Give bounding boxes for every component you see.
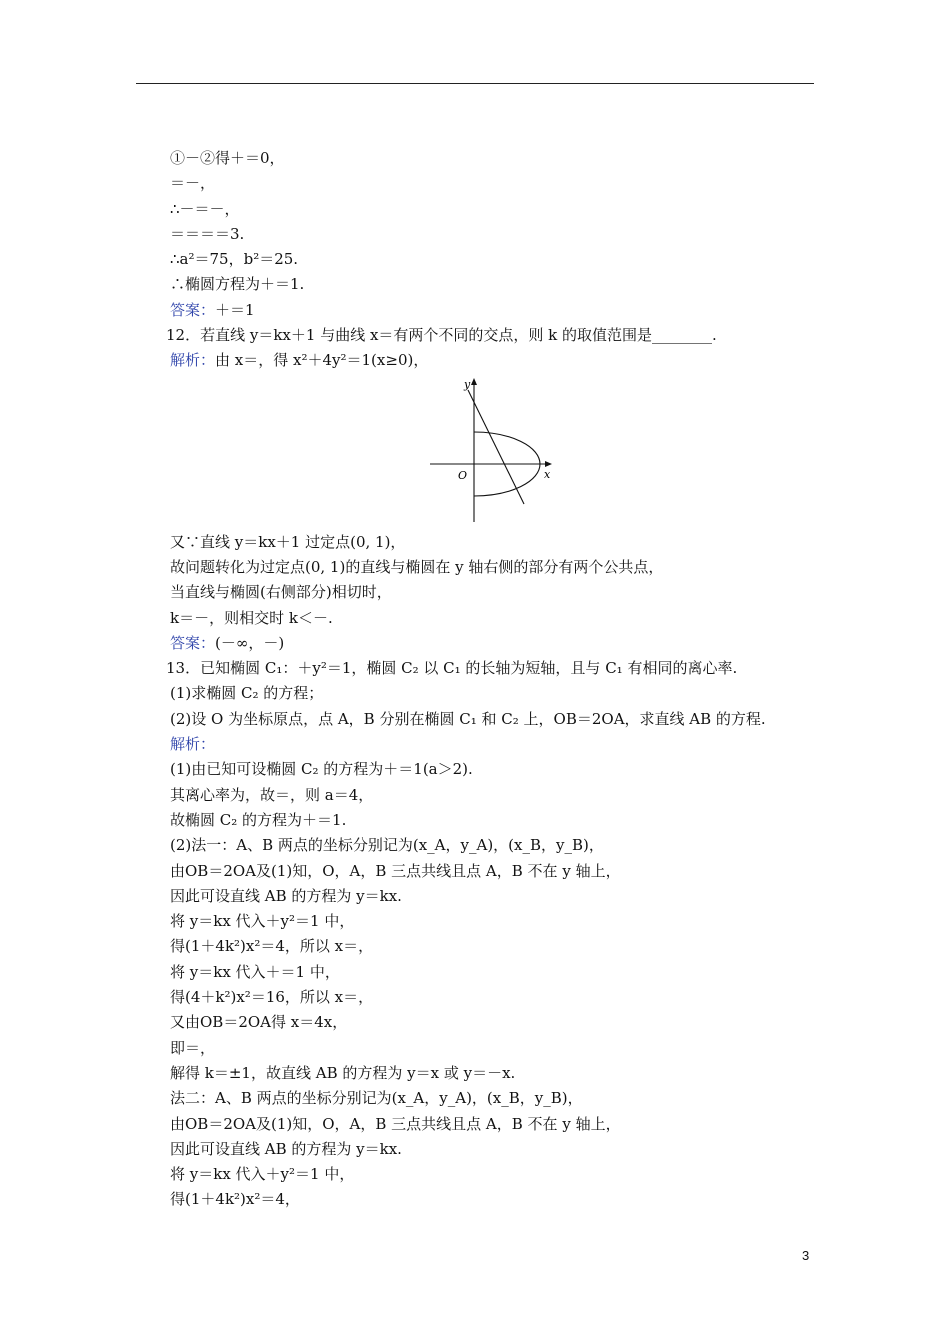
analysis-label: 解析： <box>170 735 216 754</box>
text-line: ＝＝＝＝3. <box>170 224 245 243</box>
y-axis-arrow <box>471 378 477 385</box>
question-13-part-2: (2)设 O 为坐标原点，点 A，B 分别在椭圆 C₁ 和 C₂ 上，OB＝2OA，求直线 AB 的方程. <box>170 709 766 728</box>
text-line: 由OB＝2OA及(1)知，O，A，B 三点共线且点 A，B 不在 y 轴上， <box>170 861 621 880</box>
text-line: ∴椭圆方程为＋＝1. <box>170 275 305 294</box>
text-line: 得(1＋4k²)x²＝4，所以 x＝， <box>170 937 374 956</box>
question-13: 13．已知椭圆 C₁：＋y²＝1，椭圆 C₂ 以 C₁ 的长轴为短轴，且与 C₁ 有相同的离心率. <box>166 659 738 678</box>
text-line: 得(1＋4k²)x²＝4， <box>170 1190 300 1209</box>
text-line: 因此可设直线 AB 的方程为 y＝kx. <box>170 1139 402 1158</box>
text-line: 法二：A、B 两点的坐标分别记为(x_A，y_A)，(x_B，y_B)， <box>170 1089 583 1108</box>
y-axis-label: y <box>464 377 471 391</box>
x-axis-label: x <box>544 467 551 481</box>
text-line: 得(4＋k²)x²＝16，所以 x＝， <box>170 988 374 1007</box>
analysis-text: 由 x＝，得 x²＋4y²＝1(x≥0)， <box>215 351 429 370</box>
answer-line <box>170 631 820 656</box>
text-line: 当直线与椭圆(右侧部分)相切时， <box>170 583 392 602</box>
text-line: 解得 k＝±1，故直线 AB 的方程为 y＝x 或 y＝－x. <box>170 1063 516 1082</box>
text-line: 即＝， <box>170 1038 216 1057</box>
ellipse-figure <box>170 376 820 524</box>
header-rule <box>136 83 814 84</box>
answer-label: 答案： <box>170 633 216 652</box>
answer-line <box>170 298 820 323</box>
answer-label: 答案： <box>170 300 216 319</box>
question-13-part-1: (1)求椭圆 C₂ 的方程； <box>170 684 324 703</box>
text-line: 又∵直线 y＝kx＋1 过定点(0, 1)， <box>170 532 406 551</box>
text-line: 其离心率为，故＝，则 a＝4， <box>170 785 374 804</box>
text-line: (2)法一：A、B 两点的坐标分别记为(x_A，y_A)，(x_B，y_B)， <box>170 836 604 855</box>
text-line: ①－②得＋＝0， <box>170 149 285 167</box>
text-line: 又由OB＝2OA得 x＝4x， <box>170 1013 348 1032</box>
ellipse-line-diagram <box>426 376 561 524</box>
text-line: 将 y＝kx 代入＋y²＝1 中， <box>170 912 355 931</box>
answer-text: (－∞，－) <box>215 633 285 652</box>
text-line: ＝－， <box>170 174 216 193</box>
analysis-line <box>170 348 820 373</box>
answer-text: ＋＝1 <box>215 300 255 319</box>
analysis-label: 解析： <box>170 351 216 370</box>
origin-label: O <box>458 468 468 482</box>
text-line: 将 y＝kx 代入＋＝1 中， <box>170 962 340 981</box>
text-line: 由OB＝2OA及(1)知，O，A，B 三点共线且点 A，B 不在 y 轴上， <box>170 1114 621 1133</box>
question-12: 12．若直线 y＝kx＋1 与曲线 x＝有两个不同的交点，则 k 的取值范围是________. <box>166 326 717 345</box>
text-line: ∴－＝－， <box>170 199 240 218</box>
page-number: 3 <box>802 1248 810 1263</box>
text-line: 故问题转化为过定点(0, 1)的直线与椭圆在 y 轴右侧的部分有两个公共点， <box>170 557 664 576</box>
text-line: 故椭圆 C₂ 的方程为＋＝1. <box>170 810 347 829</box>
text-line: (1)由已知可设椭圆 C₂ 的方程为＋＝1(a＞2). <box>170 760 473 779</box>
x-axis-arrow <box>545 461 552 467</box>
text-line: 将 y＝kx 代入＋y²＝1 中， <box>170 1165 355 1184</box>
text-line: k＝－，则相交时 k＜－. <box>170 608 333 627</box>
text-line: 因此可设直线 AB 的方程为 y＝kx. <box>170 886 402 905</box>
line-through-0-1 <box>468 390 524 504</box>
document-body <box>166 146 820 1213</box>
text-line: ∴a²＝75，b²＝25. <box>170 250 299 269</box>
